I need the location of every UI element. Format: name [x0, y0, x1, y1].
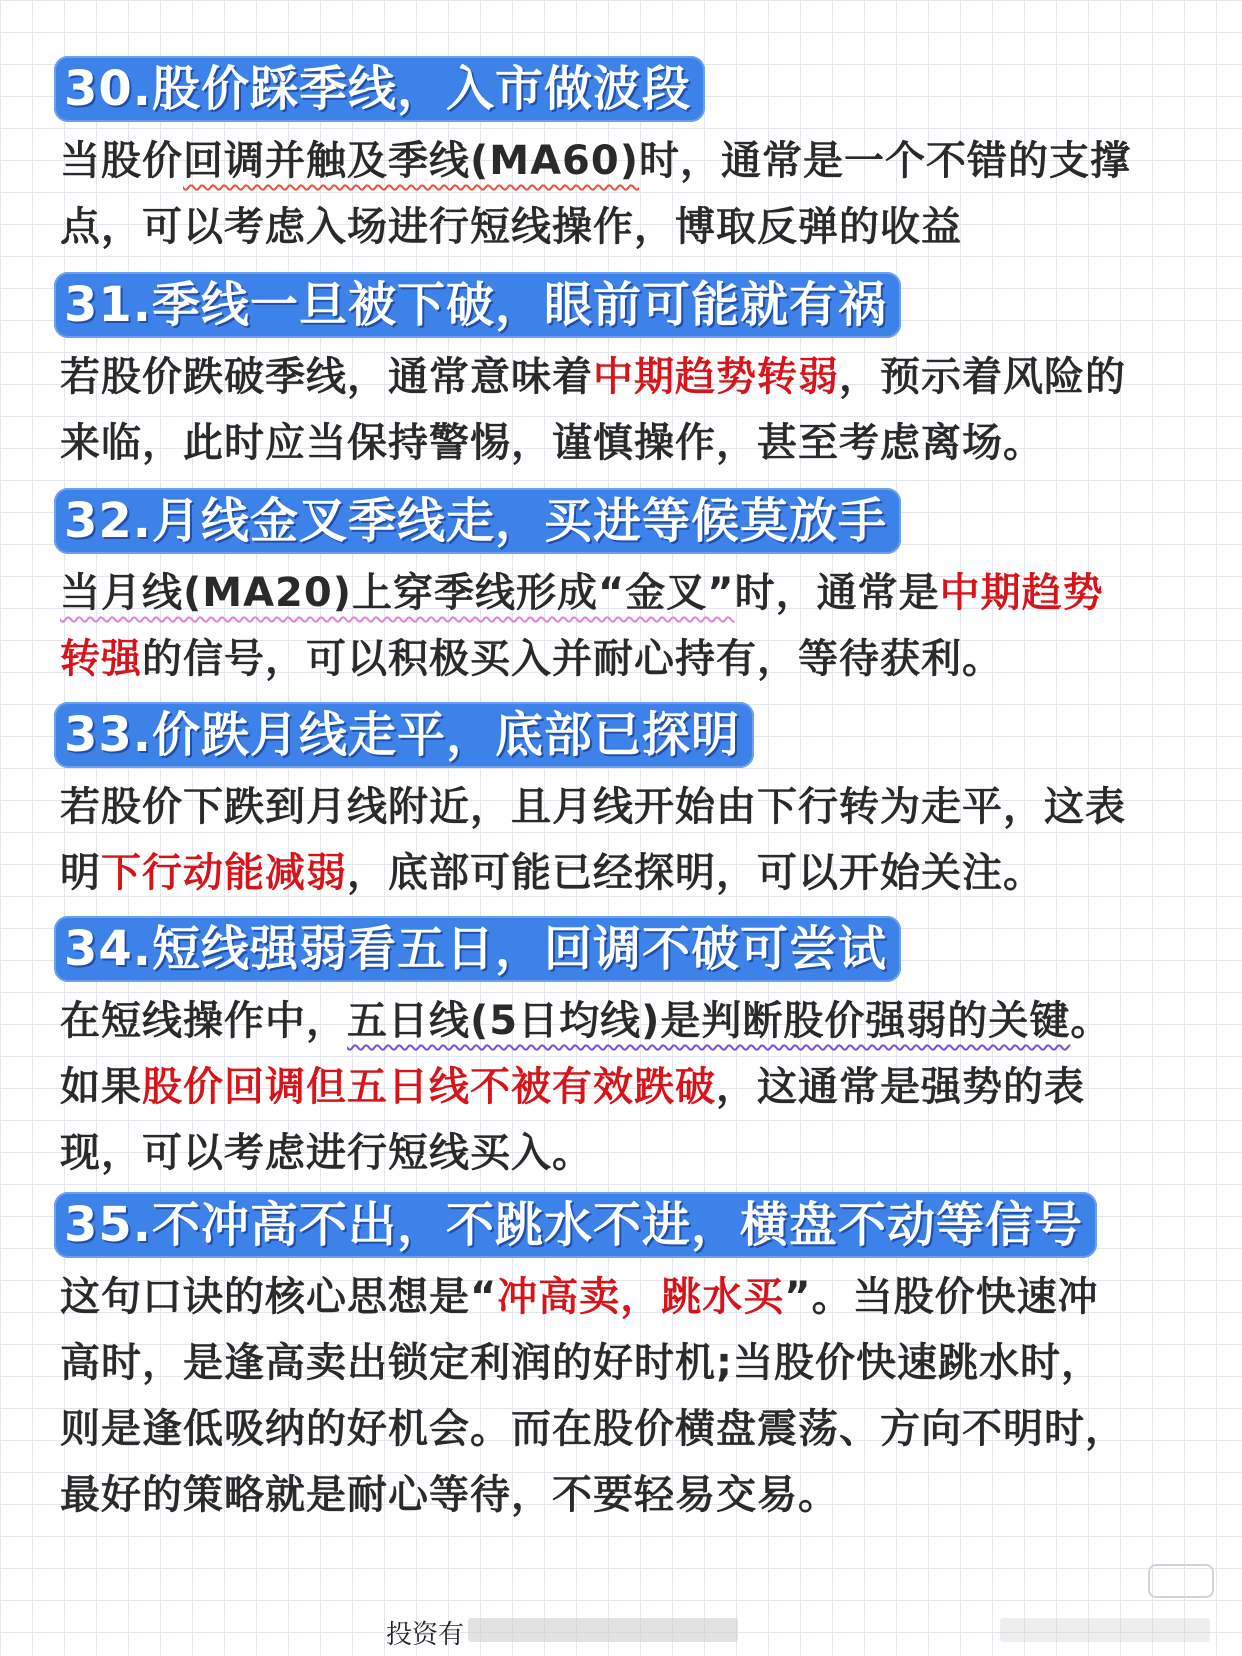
blurred-footer-text	[468, 1618, 738, 1642]
highlight-text: 下行动能减弱	[101, 850, 347, 896]
text-span: 这句口诀的核心思想是“	[60, 1274, 498, 1320]
paragraph-line: 若股价下跌到月线附近，且月线开始由下行转为走平，这表	[60, 784, 1126, 830]
paragraph-35	[60, 1264, 1190, 1528]
paragraph-line	[60, 344, 1190, 410]
paragraph-33	[60, 774, 1190, 906]
text-span: 。	[1070, 998, 1112, 1044]
paragraph-line: 现，可以考虑进行短线买入。	[60, 1130, 593, 1176]
paragraph-line	[60, 560, 1190, 626]
heading-30: 30.股价踩季线，入市做波段	[54, 56, 705, 122]
paragraph-34	[60, 988, 1190, 1186]
heading-33: 33.价跌月线走平，底部已探明	[54, 702, 754, 768]
text-span: ，这通常是强势的表	[716, 1064, 1085, 1110]
highlight-text: 冲高卖，跳水买	[497, 1274, 785, 1320]
paragraph-line	[60, 128, 1190, 194]
text-span: 的信号，可以积极买入并耐心持有，等待获利。	[142, 636, 1003, 682]
paragraph-line: 高时，是逢高卖出锁定利润的好时机;当股价快速跳水时，	[60, 1340, 1102, 1386]
paragraph-32	[60, 560, 1190, 692]
text-span: 如果	[60, 1064, 142, 1110]
text-span: 在短线操作中，	[60, 998, 347, 1044]
text-span: ”。当股价快速冲	[784, 1274, 1099, 1320]
paragraph-line: 最好的策略就是耐心等待，不要轻易交易。	[60, 1472, 839, 1518]
paragraph-line: 来临，此时应当保持警惕，谨慎操作，甚至考虑离场。	[60, 420, 1044, 466]
heading-31: 31.季线一旦被下破，眼前可能就有祸	[54, 272, 901, 338]
paragraph-line	[60, 840, 1190, 906]
heading-35: 35.不冲高不出，不跳水不进，横盘不动等信号	[54, 1192, 1097, 1258]
paragraph-line	[60, 626, 1190, 692]
highlight-text: 中期趋势	[939, 570, 1104, 616]
text-span: 明	[60, 850, 101, 896]
text-span: 当股价	[60, 138, 183, 184]
paragraph-line: 点，可以考虑入场进行短线操作，博取反弹的收益	[60, 204, 962, 250]
heading-32: 32.月线金叉季线走，买进等候莫放手	[54, 488, 901, 554]
heading-34: 34.短线强弱看五日，回调不破可尝试	[54, 916, 901, 982]
highlight-text: 股价回调但五日线不被有效跌破	[142, 1064, 716, 1110]
text-span: 时，通常是一个不错的支撑	[639, 138, 1131, 184]
paragraph-line	[60, 1054, 1190, 1120]
text-span: ，预示着风险的	[839, 354, 1126, 400]
paragraph-30	[60, 128, 1190, 260]
text-span: 若股价跌破季线，通常意味着	[60, 354, 593, 400]
underlined-text: 五日线(5日均线)是判断股价强弱的关键	[347, 998, 1071, 1044]
text-span: ，底部可能已经探明，可以开始关注。	[347, 850, 1044, 896]
highlight-text: 转强	[60, 636, 142, 682]
text-span: 时，通常是	[734, 570, 940, 616]
highlight-text: 中期趋势转弱	[593, 354, 839, 400]
watermark-logo	[1148, 1564, 1214, 1598]
footer-text: 投资有	[386, 1619, 465, 1649]
paragraph-31	[60, 344, 1190, 476]
underlined-text: 当月线(MA20)上穿季线形成“金叉”	[60, 570, 735, 616]
paragraph-line	[60, 1264, 1190, 1330]
paragraph-line: 则是逢低吸纳的好机会。而在股价横盘震荡、方向不明时，	[60, 1406, 1126, 1452]
blurred-watermark-text	[1000, 1618, 1210, 1642]
underlined-text: 回调并触及季线(MA60)	[183, 138, 639, 184]
paragraph-line	[60, 988, 1190, 1054]
